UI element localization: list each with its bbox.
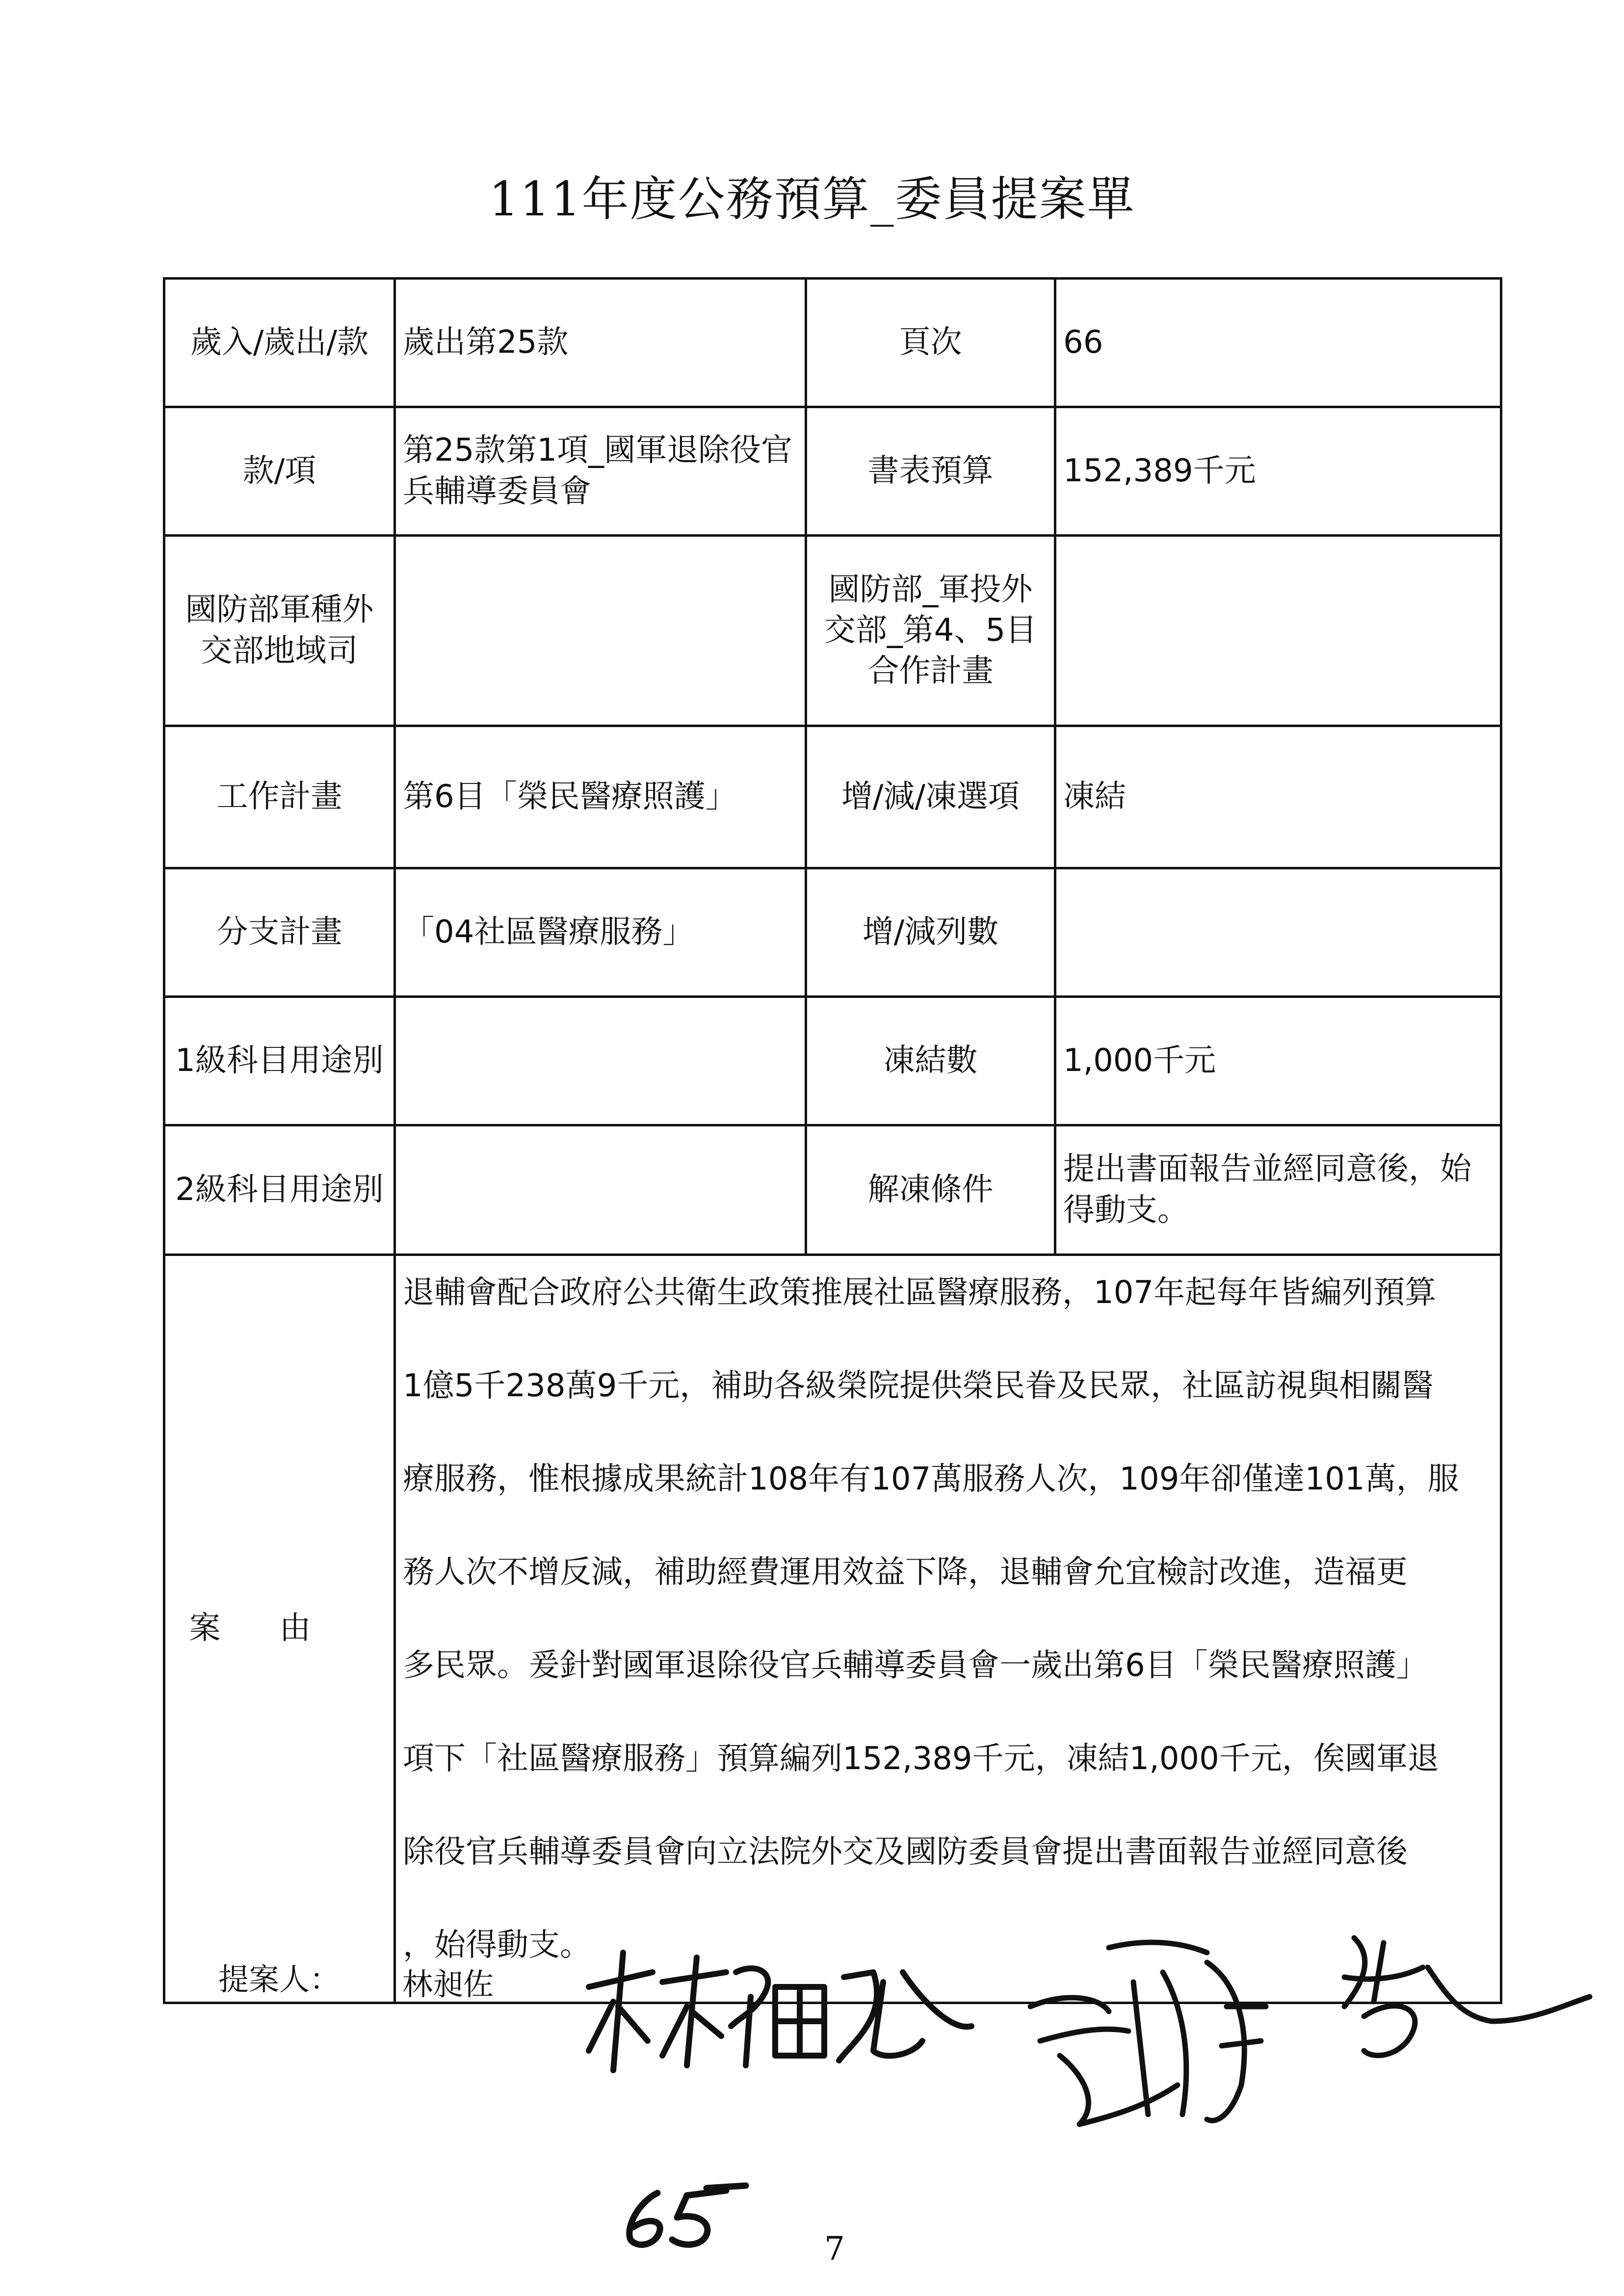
field-label: 國防部_軍投外交部_第4、5目合作計畫 [806, 536, 1055, 726]
field-value: 152,389千元 [1055, 407, 1501, 536]
form-row [164, 279, 1501, 407]
signature-2 [1021, 1908, 1599, 2144]
field-value: 提出書面報告並經同意後，始得動支。 [1055, 1125, 1501, 1255]
reason-line: 療服務，惟根據成果統計108年有107萬服務人次，109年卻僅達101萬，服 [403, 1461, 1459, 1497]
field-label: 1級科目用途別 [164, 997, 395, 1125]
reason-line: 除役官兵輔導委員會向立法院外交及國防委員會提出書面報告並經同意後 [403, 1834, 1408, 1870]
field-value [395, 997, 806, 1125]
reason-line: 項下「社區醫療服務」預算編列152,389千元，凍結1,000千元，俟國軍退 [403, 1741, 1439, 1777]
field-value: 凍結 [1055, 726, 1501, 868]
field-label: 增/減列數 [806, 868, 1055, 997]
proposer-name: 林昶佐 [402, 1966, 494, 2002]
reason-line: 退輔會配合政府公共衛生政策推展社區醫療服務，107年起每年皆編列預算 [403, 1275, 1437, 1311]
field-value [1055, 536, 1501, 726]
form-row [164, 997, 1501, 1125]
form-row [164, 868, 1501, 997]
field-value: 歲出第25款 [395, 279, 806, 407]
signature-1 [579, 1943, 981, 2090]
field-value: 66 [1055, 279, 1501, 407]
field-label: 2級科目用途別 [164, 1125, 395, 1255]
form-row [164, 536, 1501, 726]
field-label: 書表預算 [806, 407, 1055, 536]
reason-row [164, 1255, 1501, 2003]
field-value: 1,000千元 [1055, 997, 1501, 1125]
reason-text [395, 1255, 1501, 2003]
page-number: 7 [824, 2230, 845, 2268]
field-label: 增/減/凍選項 [806, 726, 1055, 868]
field-value [395, 1125, 806, 1255]
field-value: 第25款第1項_國軍退除役官兵輔導委員會 [395, 407, 806, 536]
field-value: 第6目「榮民醫療照護」 [395, 726, 806, 868]
field-label: 工作計畫 [164, 726, 395, 868]
field-label: 頁次 [806, 279, 1055, 407]
proposal-form-table [163, 277, 1502, 2004]
reason-line: ，始得動支。 [403, 1927, 591, 1963]
field-value: 「04社區醫療服務」 [395, 868, 806, 997]
field-value [1055, 868, 1501, 997]
field-label: 凍結數 [806, 997, 1055, 1125]
proposer-label: 提案人： [218, 1961, 341, 1997]
reason-line: 1億5千238萬9千元，補助各級榮院提供榮民眷及民眾，社區訪視與相關醫 [403, 1368, 1434, 1404]
field-label: 歲入/歲出/款 [164, 279, 395, 407]
form-row [164, 726, 1501, 868]
reason-line: 多民眾。爰針對國軍退除役官兵輔導委員會一歲出第6目「榮民醫療照護」 [403, 1647, 1428, 1684]
reason-line: 務人次不增反減，補助經費運用效益下降，退輔會允宜檢討改進，造福更 [403, 1554, 1408, 1591]
reason-label: 案由 [164, 1255, 395, 2003]
field-value [395, 536, 806, 726]
field-label: 款/項 [164, 407, 395, 536]
handwritten-page-number-text: 65 [613, 2171, 624, 2180]
field-label: 分支計畫 [164, 868, 395, 997]
page-title: 111年度公務預算_委員提案單 [489, 172, 1135, 227]
form-row [164, 1125, 1501, 1255]
field-label: 國防部軍種外交部地域司 [164, 536, 395, 726]
field-label: 解凍條件 [806, 1125, 1055, 1255]
form-row [164, 407, 1501, 536]
handwritten-page-number [613, 2171, 760, 2252]
